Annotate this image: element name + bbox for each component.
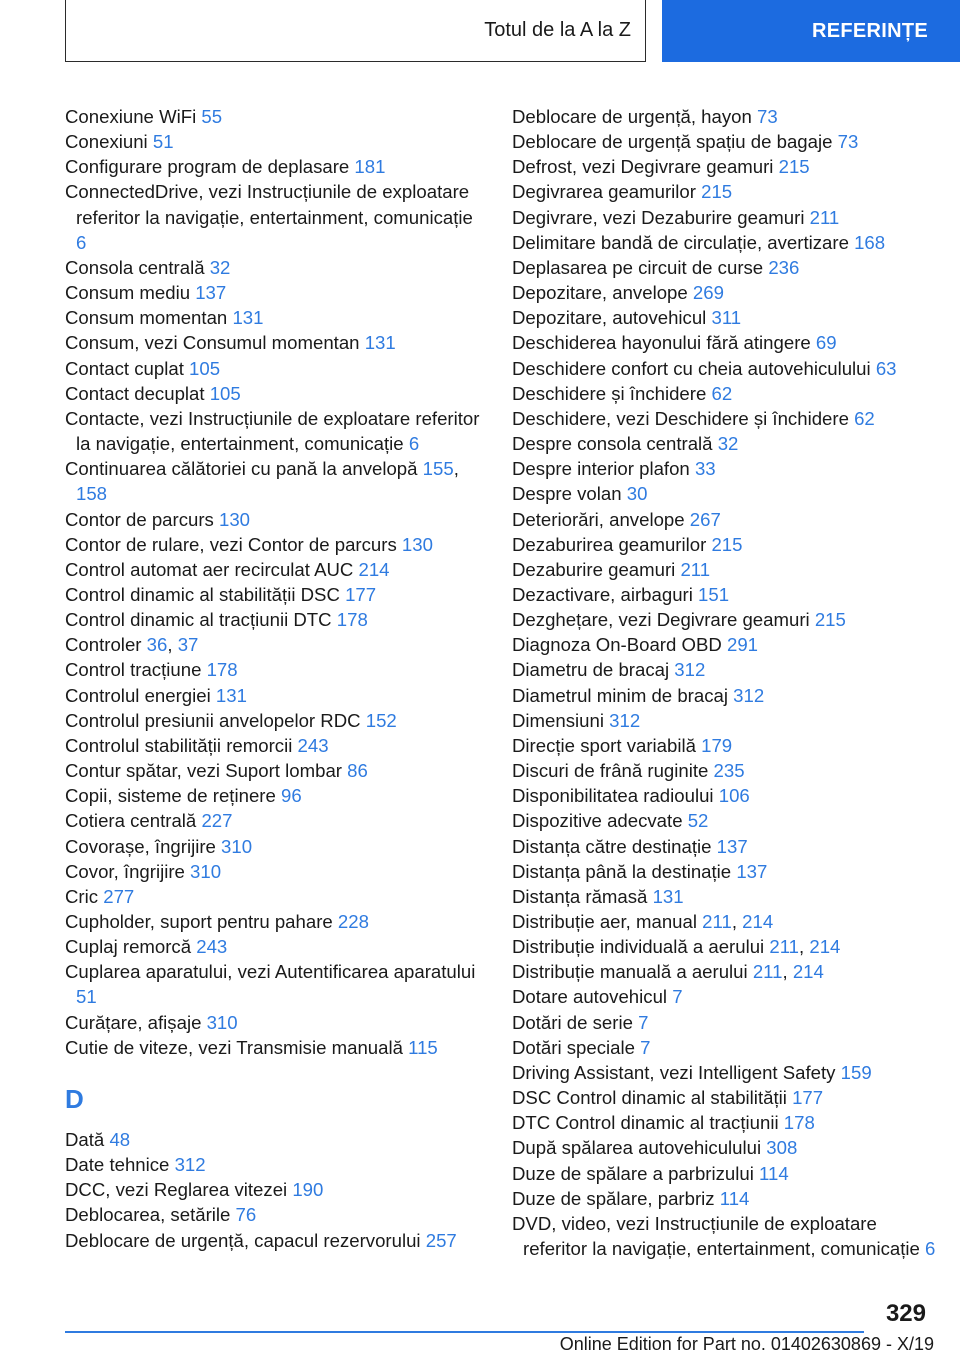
index-entry: Continuarea călătoriei cu pană la anvelopă 155, 158 [65,458,459,505]
index-term: Covorașe, îngrijire [65,835,216,857]
index-entry [512,1135,937,1160]
page-reference-link[interactable]: 269 [692,282,724,304]
page-reference-link[interactable]: 105 [209,382,241,404]
index-term: Contor de parcurs [65,508,214,530]
index-term: Distribuție individuală a aerului [512,936,765,958]
page-reference-link[interactable]: 152 [365,709,397,731]
page-reference-link[interactable]: 215 [711,533,743,555]
page-reference-link[interactable]: 155 [422,458,454,480]
index-entry [65,305,485,330]
page-reference-link[interactable]: 312 [609,709,641,731]
index-term: Distanța până la destinație [512,860,732,882]
page-reference-link[interactable]: 215 [701,181,733,203]
index-term: Configurare program de deplasare [65,156,350,178]
footer-divider [65,1331,864,1333]
index-term: Depozitare, autovehicul [512,307,707,329]
index-term: Dotări speciale [512,1036,635,1058]
index-entry [512,431,937,456]
page-reference-link[interactable]: 310 [206,1011,238,1033]
index-entry [512,984,937,1009]
index-term: Dezaburirea geamurilor [512,533,707,555]
page-reference-link[interactable]: 178 [336,609,368,631]
index-term: Deschidere și închidere [512,382,707,404]
page-reference-link[interactable]: 6 [925,1238,936,1260]
index-entry [65,909,485,934]
page-reference-link[interactable]: 115 [408,1036,438,1058]
index-term: Cotiera centrală [65,810,197,832]
page-reference-link[interactable]: 7 [638,1011,649,1033]
chapter-title-tab [662,0,960,62]
index-term: DCC, vezi Reglarea vitezei [65,1179,288,1201]
page-reference-link[interactable]: 214 [792,961,824,983]
index-term: Covor, îngrijire [65,860,185,882]
page-reference-link[interactable]: 227 [201,810,233,832]
page-reference-link[interactable]: 215 [778,156,810,178]
index-term: Consola centrală [65,256,205,278]
index-term: Delimitare bandă de circulație, avertizare [512,231,849,253]
index-term: Defrost, vezi Degivrare geamuri [512,156,774,178]
index-term: Contact decuplat [65,382,205,404]
index-entry [512,1035,937,1060]
index-term: Degivrare, vezi Dezaburire geamuri [512,206,805,228]
index-term: Copii, sisteme de reținere [65,785,276,807]
index-entry [65,557,485,582]
page-reference-link[interactable]: 214 [809,936,841,958]
page-reference-link[interactable]: 55 [201,106,223,127]
index-entry [512,607,937,632]
index-term: Deblocarea, setările [65,1204,231,1226]
index-term: Diametrul minim de bracaj [512,684,728,706]
index-entry [65,859,485,884]
page-reference-link[interactable]: 312 [733,684,765,706]
index-entry [65,582,485,607]
page-reference-link[interactable]: 51 [152,131,174,153]
index-entry [512,129,937,154]
index-term: Controler [65,634,142,656]
index-entry [512,381,937,406]
page-reference-link[interactable]: 177 [792,1087,824,1109]
page-reference-link[interactable]: 131 [364,332,396,354]
page-reference-link[interactable]: 190 [292,1179,324,1201]
page-reference-link[interactable]: 158 [76,483,108,505]
index-term: Driving Assistant, vezi Intelligent Safety [512,1061,836,1083]
page-reference-link[interactable]: 7 [640,1036,651,1058]
index-entry [512,205,937,230]
index-term: ConnectedDrive, vezi Instrucțiunile de exploatare referitor la navigație, entertainment, comunicație [65,181,473,228]
index-term: Dată [65,1128,105,1150]
index-term: DSC Control dinamic al stabilității [512,1087,787,1109]
index-term: Distribuție manuală a aerului [512,961,748,983]
index-term: Control tracțiune [65,659,202,681]
index-entry [512,808,937,833]
index-entry [512,280,937,305]
index-entry [512,305,937,330]
page-reference-link[interactable]: 177 [345,583,377,605]
page-reference-link[interactable]: 159 [840,1061,872,1083]
page-reference-link[interactable]: 291 [726,634,759,656]
index-term: Contacte, vezi Instrucțiunile de exploatare referitor la navigație, entertainment, comunicație [65,407,480,455]
index-entry [65,708,485,733]
index-entry [65,657,485,682]
index-entry [512,1060,937,1085]
index-entry [512,783,937,808]
index-term: Direcție sport variabilă [512,734,696,756]
page-reference-link[interactable]: 73 [757,106,778,127]
index-entry [512,330,937,355]
index-entry: Controler 36, 37 [65,634,199,656]
page-reference-link[interactable]: 312 [674,659,706,681]
index-term: Deplasarea pe circuit de curse [512,256,764,278]
index-term: Control automat aer recirculat AUC [65,558,354,580]
page-reference-link[interactable]: 310 [190,860,222,882]
page-reference-link[interactable]: 6 [408,433,420,455]
page-reference-link[interactable]: 130 [219,508,251,530]
index-term: Date tehnice [65,1154,170,1176]
index-entry: Distribuție manuală a aerului 211, 214 [512,961,824,983]
index-entry [65,834,485,859]
index-entry [65,104,485,129]
index-term: Depozitare, anvelope [512,282,688,304]
page-reference-link[interactable]: 7 [672,986,683,1008]
index-entry [65,179,485,254]
index-entry [512,758,937,783]
index-entry [512,859,937,884]
footer-edition-text: Online Edition for Part no. 01402630869 - X/19 [559,1334,934,1354]
index-term: Deblocare de urgență spațiu de bagaje [512,131,833,153]
index-term: Diametru de bracaj [512,659,670,681]
page-reference-link[interactable]: 137 [736,860,768,882]
index-term: Deschidere, vezi Deschidere și închidere [512,407,849,429]
index-term: Deschidere confort cu cheia autovehiculului [512,357,871,379]
index-entry [512,834,937,859]
index-letter-heading: D [65,1083,84,1114]
page-number: 329 [885,1300,926,1327]
page-reference-link[interactable]: 114 [759,1162,789,1184]
page-reference-link[interactable]: 62 [854,407,875,429]
page-reference-link[interactable]: 69 [815,332,837,354]
index-term: Duze de spălare, parbriz [512,1187,715,1209]
index-entry [512,255,937,280]
index-term: Dezaburire geamuri [512,558,676,580]
index-term: Deblocare de urgență, hayon [512,106,752,127]
page-reference-link[interactable]: 277 [103,885,135,907]
index-term: Controlul presiunii anvelopelor RDC [65,709,361,731]
page-reference-link[interactable]: 311 [711,307,742,329]
index-term: Cric [65,885,99,907]
index-entry [65,356,485,381]
index-term: Disponibilitatea radioului [512,785,714,807]
page-reference-link[interactable]: 243 [297,734,329,756]
index-entry [512,230,937,255]
index-term: Dezactivare, airbaguri [512,583,693,605]
index-term: Consum momentan [65,307,228,329]
index-term: Cuplaj remorcă [65,936,192,958]
page-reference-link[interactable]: 63 [875,357,897,379]
index-entry [512,1110,937,1135]
index-term: Controlul energiei [65,684,211,706]
page-reference-link[interactable]: 267 [689,508,721,530]
index-term: Conexiune WiFi [65,106,197,127]
page-reference-link[interactable]: 137 [716,835,748,857]
index-entry [65,532,485,557]
index-term: Cuplarea aparatului, vezi Autentificarea aparatului [65,961,476,983]
page-reference-link[interactable]: 106 [718,785,750,807]
index-entry [65,129,485,154]
chapter-title: REFERINȚE [811,19,928,42]
index-entry [512,179,937,204]
index-entry [512,507,937,532]
index-term: Contur spătar, vezi Suport lombar [65,760,342,782]
page-reference-link[interactable]: 33 [694,458,716,480]
page-reference-link[interactable]: 6 [76,231,87,253]
index-entry [65,1035,485,1060]
page-reference-link[interactable]: 211 [769,936,800,958]
index-term: Contact cuplat [65,357,184,379]
page-reference-link[interactable]: 96 [281,785,302,807]
index-entry [512,104,937,129]
index-entry [512,884,937,909]
index-entry [65,1152,485,1177]
index-entry [512,632,937,657]
page-reference-link[interactable]: 178 [206,659,238,681]
index-entry [65,884,485,909]
index-column-left [65,104,485,1253]
index-term: Dezghețare, vezi Degivrare geamuri [512,609,810,631]
index-term: Dispozitive adecvate [512,810,683,832]
page-reference-link[interactable]: 76 [235,1204,257,1226]
index-entry [512,557,937,582]
index-entry [65,255,485,280]
section-title-tab [65,0,646,62]
page-reference-link[interactable]: 52 [687,810,709,832]
page-reference-link[interactable]: 310 [221,835,253,857]
page-reference-link[interactable]: 48 [109,1128,131,1150]
index-term: Deteriorări, anvelope [512,508,685,530]
page-reference-link[interactable]: 228 [337,911,369,932]
index-entry [65,1127,485,1152]
index-entry [65,280,485,305]
page-reference-link[interactable]: 235 [713,760,745,782]
index-term: DVD, video, vezi Instrucțiunile de exploatare referitor la navigație, entertainment, comunicație [512,1212,920,1260]
page-reference-link[interactable]: 105 [189,357,221,379]
index-entry [65,154,485,179]
index-entry [65,1177,485,1202]
index-entry [65,683,485,708]
index-entry [65,783,485,808]
index-entry [512,1186,937,1211]
page-reference-link[interactable]: 211 [752,961,783,983]
index-entry [512,708,937,733]
page-reference-link[interactable]: 211 [809,206,840,228]
index-term: Dimensiuni [512,709,604,731]
index-term: Cupholder, suport pentru pahare [65,911,333,932]
index-term: Despre consola centrală [512,433,713,455]
index-term: După spălarea autovehiculului [512,1137,762,1159]
index-entry [512,532,937,557]
index-term: Distanța către destinație [512,835,712,857]
page-reference-link[interactable]: 178 [783,1112,815,1134]
index-entry [512,657,937,682]
index-term: Duze de spălare a parbrizului [512,1162,754,1184]
index-entry: Distribuție aer, manual 211, 214 [512,911,774,932]
index-term: Curățare, afișaje [65,1011,202,1033]
index-term: Despre volan [512,483,622,505]
index-entry [65,959,485,1009]
index-term: Consum mediu [65,282,191,304]
index-term: Dotări de serie [512,1011,633,1033]
index-term: Conexiuni [65,131,148,153]
index-term: Discuri de frână ruginite [512,760,709,782]
page-reference-link[interactable]: 137 [195,282,227,304]
index-term: Distribuție aer, manual [512,911,697,932]
section-title: Totul de la A la Z [484,19,631,41]
page-reference-link[interactable]: 131 [232,307,264,329]
page-reference-link[interactable]: 36 [146,634,168,656]
index-entry [65,1010,485,1035]
index-entry [512,406,937,431]
index-entry [512,582,937,607]
page-reference-link[interactable]: 131 [215,684,247,706]
page-reference-link[interactable]: 32 [209,256,231,278]
index-entry [65,1202,485,1227]
page-reference-link[interactable]: 168 [854,231,886,253]
index-column-right [512,104,937,1261]
index-entry [512,456,937,481]
page-reference-link[interactable]: 73 [837,131,859,153]
page-reference-link[interactable]: 308 [766,1137,798,1159]
page-reference-link[interactable]: 131 [652,885,684,907]
page-reference-link[interactable]: 312 [174,1154,206,1176]
index-term: Deblocare de urgență, capacul rezervorului [65,1229,421,1251]
index-entry [512,481,937,506]
index-term: Diagnoza On-Board OBD [512,634,722,656]
page-reference-link[interactable]: 214 [358,558,390,580]
index-entry [65,934,485,959]
page-reference-link[interactable]: 211 [680,558,711,580]
index-entry [512,1161,937,1186]
page-reference-link[interactable]: 130 [401,533,433,555]
index-term: Cutie de viteze, vezi Transmisie manuală [65,1036,403,1058]
page-reference-link[interactable]: 51 [76,986,97,1008]
page-reference-link[interactable]: 32 [717,433,739,455]
page-reference-link[interactable]: 62 [711,382,733,404]
index-term: Controlul stabilității remorcii [65,734,293,756]
index-term: DTC Control dinamic al tracțiunii [512,1112,779,1134]
index-term: Contor de rulare, vezi Contor de parcurs [65,533,397,555]
index-entry [65,808,485,833]
page-reference-link[interactable]: 236 [768,256,800,278]
index-term: Deschiderea hayonului fără atingere [512,332,811,354]
page-reference-link[interactable]: 114 [719,1187,750,1209]
index-entry [65,758,485,783]
index-term: Control dinamic al tracțiunii DTC [65,609,332,631]
index-entry [512,1085,937,1110]
index-term: Consum, vezi Consumul momentan [65,332,360,354]
page-reference-link[interactable]: 211 [702,911,732,932]
page-reference-link[interactable]: 243 [196,936,228,958]
page-reference-link[interactable]: 257 [425,1229,457,1251]
index-entry [512,683,937,708]
index-entry [65,330,485,355]
page-reference-link[interactable]: 179 [701,734,733,756]
index-term: Distanța rămasă [512,885,648,907]
page-reference-link[interactable]: 214 [742,911,774,932]
index-entry [512,1211,937,1261]
index-entry [65,607,485,632]
index-entry [512,1010,937,1035]
page-reference-link[interactable]: 30 [626,483,648,505]
index-entry [65,381,485,406]
index-entry: Distribuție individuală a aerului 211, 214 [512,936,841,958]
index-entry [65,733,485,758]
index-entry [65,406,485,456]
page-reference-link[interactable]: 151 [698,583,730,605]
index-entry [512,356,937,381]
index-term: Control dinamic al stabilității DSC [65,583,340,605]
index-term: Continuarea călătoriei cu pană la anvelopă [65,458,418,480]
page-reference-link[interactable]: 181 [354,156,386,178]
page-reference-link[interactable]: 37 [177,634,199,656]
index-term: Dotare autovehicul [512,986,668,1008]
index-term: Despre interior plafon [512,458,690,480]
index-entry [65,1228,485,1253]
page-reference-link[interactable]: 215 [814,609,846,631]
index-term: Degivrarea geamurilor [512,181,696,203]
index-entry [512,154,937,179]
page-reference-link[interactable]: 86 [347,760,368,782]
index-entry [512,733,937,758]
index-entry [65,507,485,532]
